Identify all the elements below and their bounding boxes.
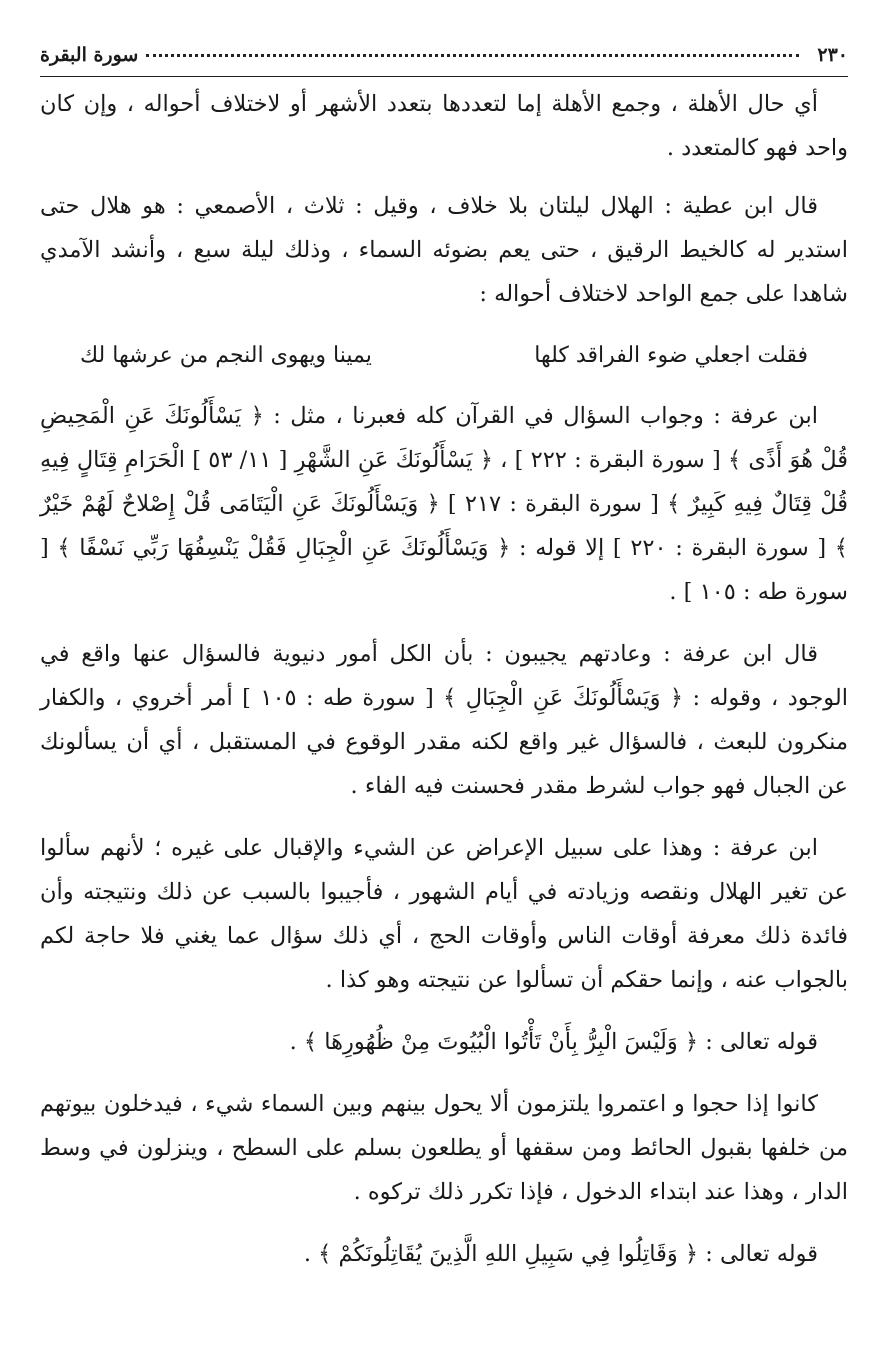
page-number: ٢٣٠: [817, 44, 848, 66]
poem-first-hemistich: فقلت اجعلي ضوء الفراقد كلها: [534, 343, 808, 368]
paragraph-ibn-atiyya: قال ابن عطية : الهلال ليلتان بلا خلاف ، وقيل : ثلاث ، الأصمعي : هو هلال حتى استدير له كالخيط الرقيق ، حتى يعم بضوئه السماء ، وذلك ليلة سبع ، وأنشد الآمدي شاهدا على جمع الواحد لاختلاف أحواله :: [40, 193, 848, 307]
poetry-verse: [40, 334, 848, 378]
poem-second-hemistich: يمينا ويهوى النجم من عرشها لك: [80, 343, 372, 368]
header-rule: [40, 76, 848, 77]
verse-houses-from-backs: قوله تعالى : ﴿ وَلَيْسَ الْبِرُّ بِأَنْ تَأْتُوا الْبُيُوتَ مِنْ ظُهُورِهَا ﴾ .: [289, 1029, 818, 1055]
paragraph-crescents-plural: أي حال الأهلة ، وجمع الأهلة إما لتعددها بتعدد الأشهر أو لاختلاف أحواله ، وإن كان واحد فهو كالمتعدد .: [40, 91, 848, 161]
paragraph-ibn-arafa-questions: ابن عرفة : وجواب السؤال في القرآن كله فعبرنا ، مثل : ﴿ يَسْأَلُونَكَ عَنِ الْمَحِيضِ قُلْ هُوَ أَذًى ﴾ [ سورة البقرة : ٢٢٢ ] ، ﴿ يَسْأَلُونَكَ عَنِ الشَّهْرِ [ ١١/ ٥٣ ] الْحَرَامِ قِتَالٍ فِيهِ قُلْ قِتَالٌ فِيهِ كَبِيرٌ ﴾ [ سورة البقرة : ٢١٧ ] ﴿ وَيَسْأَلُونَكَ عَنِ الْيَتَامَى قُلْ إِصْلاحٌ لَهُمْ خَيْرٌ ﴾ [ سورة البقرة : ٢٢٠ ] إلا قوله : ﴿ وَيَسْأَلُونَكَ عَنِ الْجِبَالِ فَقُلْ يَنْسِفُهَا رَبِّي نَسْفًا ﴾ [ سورة طه : ١٠٥ ] .: [40, 403, 848, 605]
header-dotted-leader: [146, 54, 799, 57]
paragraph-ibn-arafa-answers: قال ابن عرفة : وعادتهم يجيبون : بأن الكل أمور دنيوية فالسؤال عنها واقع في الوجود ، وقوله : ﴿ وَيَسْأَلُونَكَ عَنِ الْجِبَالِ ﴾ [ سورة طه : ١٠٥ ] أمر أخروي ، والكفار منكرون للبعث ، فالسؤال غير واقع لكنه مقدر الوقوع في المستقبل ، أي أن يسألونك عن الجبال فهو جواب لشرط مقدر فحسنت فيه الفاء .: [40, 641, 848, 799]
verse-fight-in-way-of-god: قوله تعالى : ﴿ وَقَاتِلُوا فِي سَبِيلِ اللهِ الَّذِينَ يُقَاتِلُونَكُمْ ﴾ .: [303, 1241, 818, 1267]
surah-title: سورة البقرة: [40, 44, 139, 66]
paragraph-hajj-custom: كانوا إذا حجوا و اعتمروا يلتزمون ألا يحول بينهم وبين السماء شيء ، فيدخلون بيوتهم من خلفها بقبول الحائط ومن سقفها أو يطلعون بسلم على السطح ، وينزلون في وسط الدار ، وهذا عند ابتداء الدخول ، فإذا تكرر ذلك تركوه .: [40, 1091, 848, 1205]
page-body: [40, 82, 848, 1294]
paragraph-ibn-arafa-turning: ابن عرفة : وهذا على سبيل الإعراض عن الشيء والإقبال على غيره ؛ لأنهم سألوا عن تغير الهلال ونقصه وزيادته في أيام الشهور ، فأجيبوا بالسبب عن ذلك ونتيجته وأن فائدة ذلك معرفة أوقات الناس وأوقات الحج ، أي ذلك سؤال عما يغني فلا حاجة لكم بالجواب عنه ، وإنما حقكم أن تسألوا عن نتيجته وهو كذا .: [40, 835, 848, 993]
page-header: [40, 40, 848, 70]
